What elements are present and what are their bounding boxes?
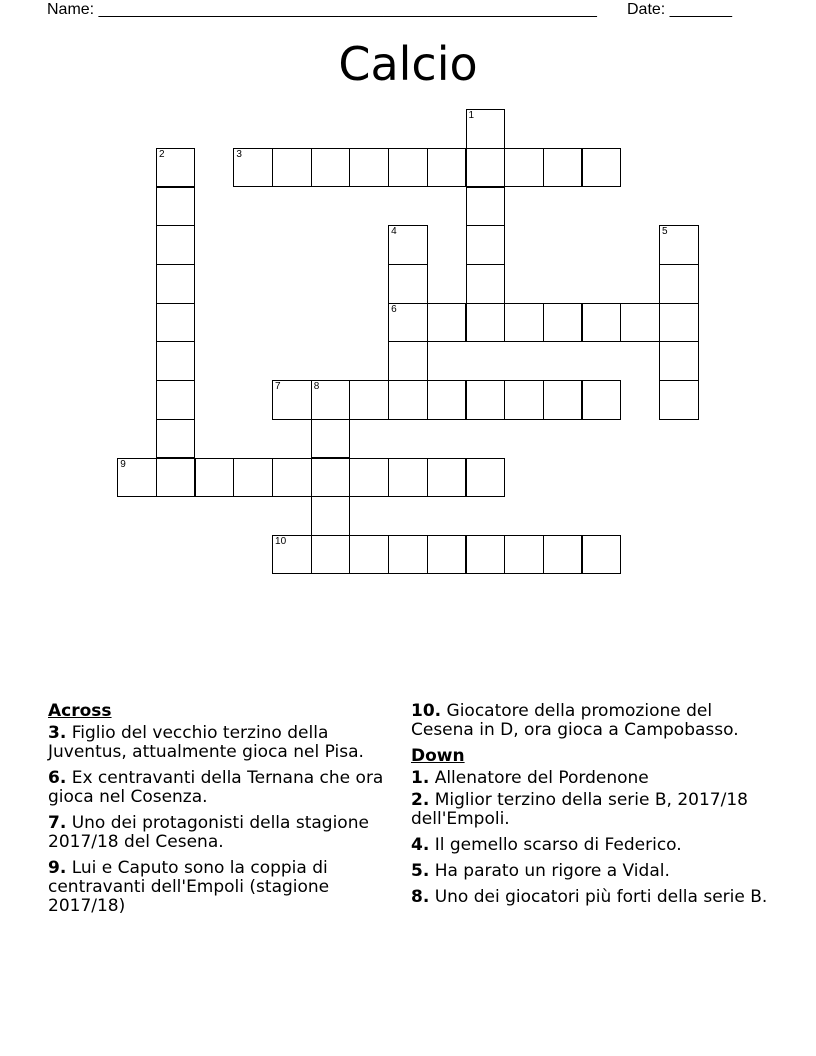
clue-text: Figlio del vecchio terzino della Juventus, attualmente gioca nel Pisa. bbox=[48, 723, 364, 762]
grid-cell[interactable] bbox=[582, 148, 622, 188]
grid-cell[interactable] bbox=[272, 148, 312, 188]
grid-cell[interactable] bbox=[349, 458, 389, 498]
grid-cell[interactable] bbox=[388, 148, 428, 188]
grid-cell[interactable] bbox=[311, 496, 351, 536]
grid-cell[interactable] bbox=[117, 458, 157, 498]
grid-cell[interactable] bbox=[582, 303, 622, 343]
grid-cell[interactable] bbox=[466, 148, 506, 188]
grid-cell[interactable] bbox=[543, 303, 583, 343]
grid-cell[interactable] bbox=[466, 264, 506, 304]
grid-cell[interactable] bbox=[466, 225, 506, 265]
grid-cell[interactable] bbox=[659, 264, 699, 304]
grid-cell[interactable] bbox=[388, 264, 428, 304]
grid-cell[interactable] bbox=[427, 148, 467, 188]
grid-cell[interactable] bbox=[233, 458, 273, 498]
grid-cell[interactable] bbox=[659, 225, 699, 265]
page-title: Calcio bbox=[338, 37, 478, 91]
grid-cell[interactable] bbox=[272, 380, 312, 420]
grid-cell[interactable] bbox=[388, 303, 428, 343]
cell-number: 2 bbox=[158, 148, 165, 160]
grid-cell[interactable] bbox=[349, 148, 389, 188]
grid-cell[interactable] bbox=[156, 341, 196, 381]
grid-cell[interactable] bbox=[659, 303, 699, 343]
clues-left-column bbox=[48, 702, 408, 923]
cell-number: 6 bbox=[391, 303, 397, 315]
grid-cell[interactable] bbox=[427, 380, 467, 420]
clue-text: Lui e Caputo sono la coppia di centravanti dell'Empoli (stagione 2017/18) bbox=[48, 858, 330, 916]
clue-number: 1. bbox=[411, 768, 430, 788]
grid-cell[interactable] bbox=[504, 148, 544, 188]
cell-number: 10 bbox=[275, 535, 287, 547]
grid-cell[interactable] bbox=[388, 380, 428, 420]
grid-cell[interactable] bbox=[156, 419, 196, 459]
grid-cell[interactable] bbox=[543, 380, 583, 420]
clue-number: 4. bbox=[411, 835, 430, 855]
clue-down-2 bbox=[411, 791, 771, 829]
grid-cell[interactable] bbox=[427, 303, 467, 343]
grid-cell[interactable] bbox=[388, 535, 428, 575]
grid-cell[interactable] bbox=[156, 458, 196, 498]
clue-text: Giocatore della promozione del Cesena in D, ora gioca a Campobasso. bbox=[411, 701, 739, 740]
grid-cell[interactable] bbox=[620, 303, 660, 343]
grid-cell[interactable] bbox=[388, 225, 428, 265]
grid-cell[interactable] bbox=[466, 380, 506, 420]
clue-number: 5. bbox=[411, 861, 430, 881]
grid-cell[interactable] bbox=[311, 419, 351, 459]
grid-cell[interactable] bbox=[466, 535, 506, 575]
clue-number: 6. bbox=[48, 768, 67, 788]
grid-cell[interactable] bbox=[388, 458, 428, 498]
clue-number: 3. bbox=[48, 723, 67, 743]
grid-cell[interactable] bbox=[311, 380, 351, 420]
down-heading: Down bbox=[411, 746, 465, 766]
grid-cell[interactable] bbox=[659, 341, 699, 381]
across-heading: Across bbox=[48, 701, 112, 721]
grid-cell[interactable] bbox=[311, 458, 351, 498]
grid-cell[interactable] bbox=[466, 109, 506, 149]
grid-cell[interactable] bbox=[659, 380, 699, 420]
cell-number: 9 bbox=[120, 458, 126, 470]
clue-number: 8. bbox=[411, 887, 430, 907]
clue-text: Uno dei protagonisti della stagione 2017/18 del Cesena. bbox=[48, 813, 369, 852]
grid-cell[interactable] bbox=[582, 535, 622, 575]
grid-cell[interactable] bbox=[466, 458, 506, 498]
clue-across-6 bbox=[48, 769, 408, 807]
grid-cell[interactable] bbox=[582, 380, 622, 420]
clue-text: Uno dei giocatori più forti della serie B. bbox=[434, 887, 768, 907]
clue-down-5 bbox=[411, 862, 771, 881]
cell-number: 7 bbox=[275, 381, 281, 393]
grid-cell[interactable] bbox=[349, 535, 389, 575]
cell-number: 8 bbox=[313, 381, 320, 393]
grid-cell[interactable] bbox=[388, 341, 428, 381]
cell-number: 4 bbox=[391, 226, 397, 238]
clue-text: Miglior terzino della serie B, 2017/18 dell'Empoli. bbox=[411, 790, 748, 829]
clue-number: 9. bbox=[48, 858, 67, 878]
clue-text: Ex centravanti della Ternana che ora gioca nel Cosenza. bbox=[48, 768, 384, 807]
grid-cell[interactable] bbox=[311, 148, 351, 188]
grid-cell[interactable] bbox=[466, 303, 506, 343]
clue-text: Ha parato un rigore a Vidal. bbox=[434, 861, 670, 881]
grid-cell[interactable] bbox=[311, 535, 351, 575]
grid-cell[interactable] bbox=[233, 148, 273, 188]
grid-cell[interactable] bbox=[195, 458, 235, 498]
grid-cell[interactable] bbox=[156, 187, 196, 227]
clues-right-column bbox=[411, 702, 771, 914]
grid-cell[interactable] bbox=[504, 380, 544, 420]
grid-cell[interactable] bbox=[156, 225, 196, 265]
grid-cell[interactable] bbox=[156, 380, 196, 420]
grid-cell[interactable] bbox=[543, 535, 583, 575]
clue-down-1 bbox=[411, 769, 771, 788]
clue-across-7 bbox=[48, 814, 408, 852]
name-field-label[interactable]: Name: ________________________________________________________ bbox=[47, 1, 597, 18]
clue-across-10 bbox=[411, 702, 771, 740]
grid-cell[interactable] bbox=[272, 458, 312, 498]
grid-cell[interactable] bbox=[272, 535, 312, 575]
cell-number: 1 bbox=[468, 110, 475, 122]
cell-number: 5 bbox=[662, 226, 668, 238]
clue-down-4 bbox=[411, 836, 771, 855]
clue-number: 7. bbox=[48, 813, 67, 833]
clue-down-8 bbox=[411, 888, 771, 907]
grid-cell[interactable] bbox=[156, 303, 196, 343]
cell-number: 3 bbox=[236, 148, 242, 160]
grid-cell[interactable] bbox=[156, 148, 196, 188]
grid-cell[interactable] bbox=[156, 264, 196, 304]
clue-number: 2. bbox=[411, 790, 430, 810]
clue-text: Il gemello scarso di Federico. bbox=[434, 835, 682, 855]
grid-cell[interactable] bbox=[504, 535, 544, 575]
date-field-label[interactable]: Date: _______ bbox=[627, 1, 732, 18]
grid-cell[interactable] bbox=[427, 535, 467, 575]
grid-cell[interactable] bbox=[543, 148, 583, 188]
clue-across-9 bbox=[48, 859, 408, 916]
grid-cell[interactable] bbox=[504, 303, 544, 343]
grid-cell[interactable] bbox=[466, 187, 506, 227]
clue-number: 10. bbox=[411, 701, 442, 721]
clue-text: Allenatore del Pordenone bbox=[434, 768, 649, 788]
grid-cell[interactable] bbox=[427, 458, 467, 498]
grid-cell[interactable] bbox=[349, 380, 389, 420]
clue-across-3 bbox=[48, 724, 408, 762]
